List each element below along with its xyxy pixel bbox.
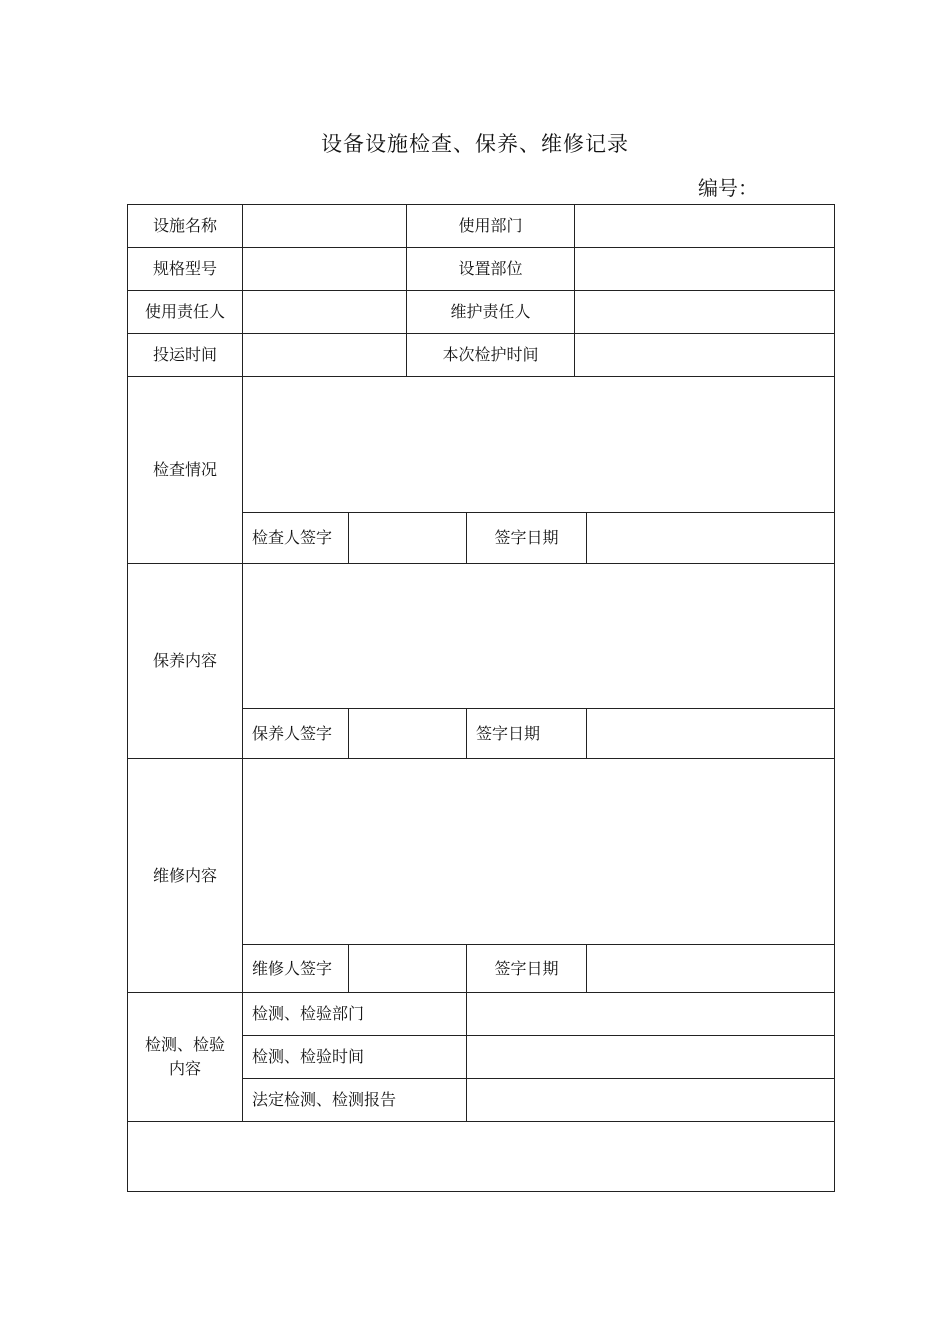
maintainer-signature-value[interactable]: [349, 709, 466, 758]
location-value[interactable]: [575, 248, 834, 290]
testing-report-value[interactable]: [467, 1079, 834, 1121]
testing-department-value[interactable]: [467, 993, 834, 1035]
department-value[interactable]: [575, 205, 834, 247]
inspector-signature-value[interactable]: [349, 513, 466, 563]
maintenance-date-value[interactable]: [587, 709, 834, 758]
inspection-label: 检查情况: [152, 460, 217, 479]
commission-time-label: 投运时间: [152, 345, 217, 364]
maintenance-date-label: 签字日期: [476, 723, 541, 743]
repair-date-label: 签字日期: [494, 958, 559, 978]
remarks-area[interactable]: [128, 1122, 834, 1191]
model-value[interactable]: [243, 248, 406, 290]
inspection-date-label: 签字日期: [494, 528, 559, 547]
model-label: 规格型号: [152, 259, 217, 278]
repair-content-area[interactable]: [243, 759, 834, 944]
page-title: 设备设施检查、保养、维修记录: [321, 132, 629, 156]
testing-department-label: 检测、检验部门: [252, 1004, 365, 1023]
maintenance-content-area[interactable]: [243, 564, 834, 708]
testing-label-line2: 内容: [168, 1059, 201, 1078]
user-responsible-value[interactable]: [243, 291, 406, 333]
repairer-signature-value[interactable]: [349, 945, 466, 992]
repair-label: 维修内容: [152, 865, 217, 885]
user-responsible-label: 使用责任人: [144, 302, 225, 321]
maintainer-signature-label: 保养人签字: [252, 723, 333, 743]
commission-time-value[interactable]: [243, 334, 406, 376]
maintenance-responsible-label: 维护责任人: [450, 302, 531, 321]
repairer-signature-label: 维修人签字: [252, 958, 333, 978]
inspection-time-label: 本次检护时间: [442, 345, 539, 364]
inspection-date-value[interactable]: [587, 513, 834, 563]
maintenance-label: 保养内容: [152, 651, 217, 670]
repair-date-value[interactable]: [587, 945, 834, 992]
location-label: 设置部位: [458, 259, 523, 278]
maintenance-responsible-value[interactable]: [575, 291, 834, 333]
testing-label: [128, 993, 242, 1121]
inspection-content-area[interactable]: [243, 377, 834, 512]
testing-report-label: 法定检测、检测报告: [252, 1090, 397, 1109]
inspection-time-value[interactable]: [575, 334, 834, 376]
testing-time-label: 检测、检验时间: [252, 1047, 365, 1066]
testing-label-line1: 检测、检验: [144, 1035, 225, 1054]
serial-number-label: 编号：: [698, 176, 758, 200]
inspector-signature-label: 检查人签字: [252, 528, 333, 547]
testing-time-value[interactable]: [467, 1036, 834, 1078]
record-form: [127, 204, 835, 1192]
facility-name-label: 设施名称: [152, 216, 217, 235]
department-label: 使用部门: [458, 216, 523, 235]
facility-name-value[interactable]: [243, 205, 406, 247]
